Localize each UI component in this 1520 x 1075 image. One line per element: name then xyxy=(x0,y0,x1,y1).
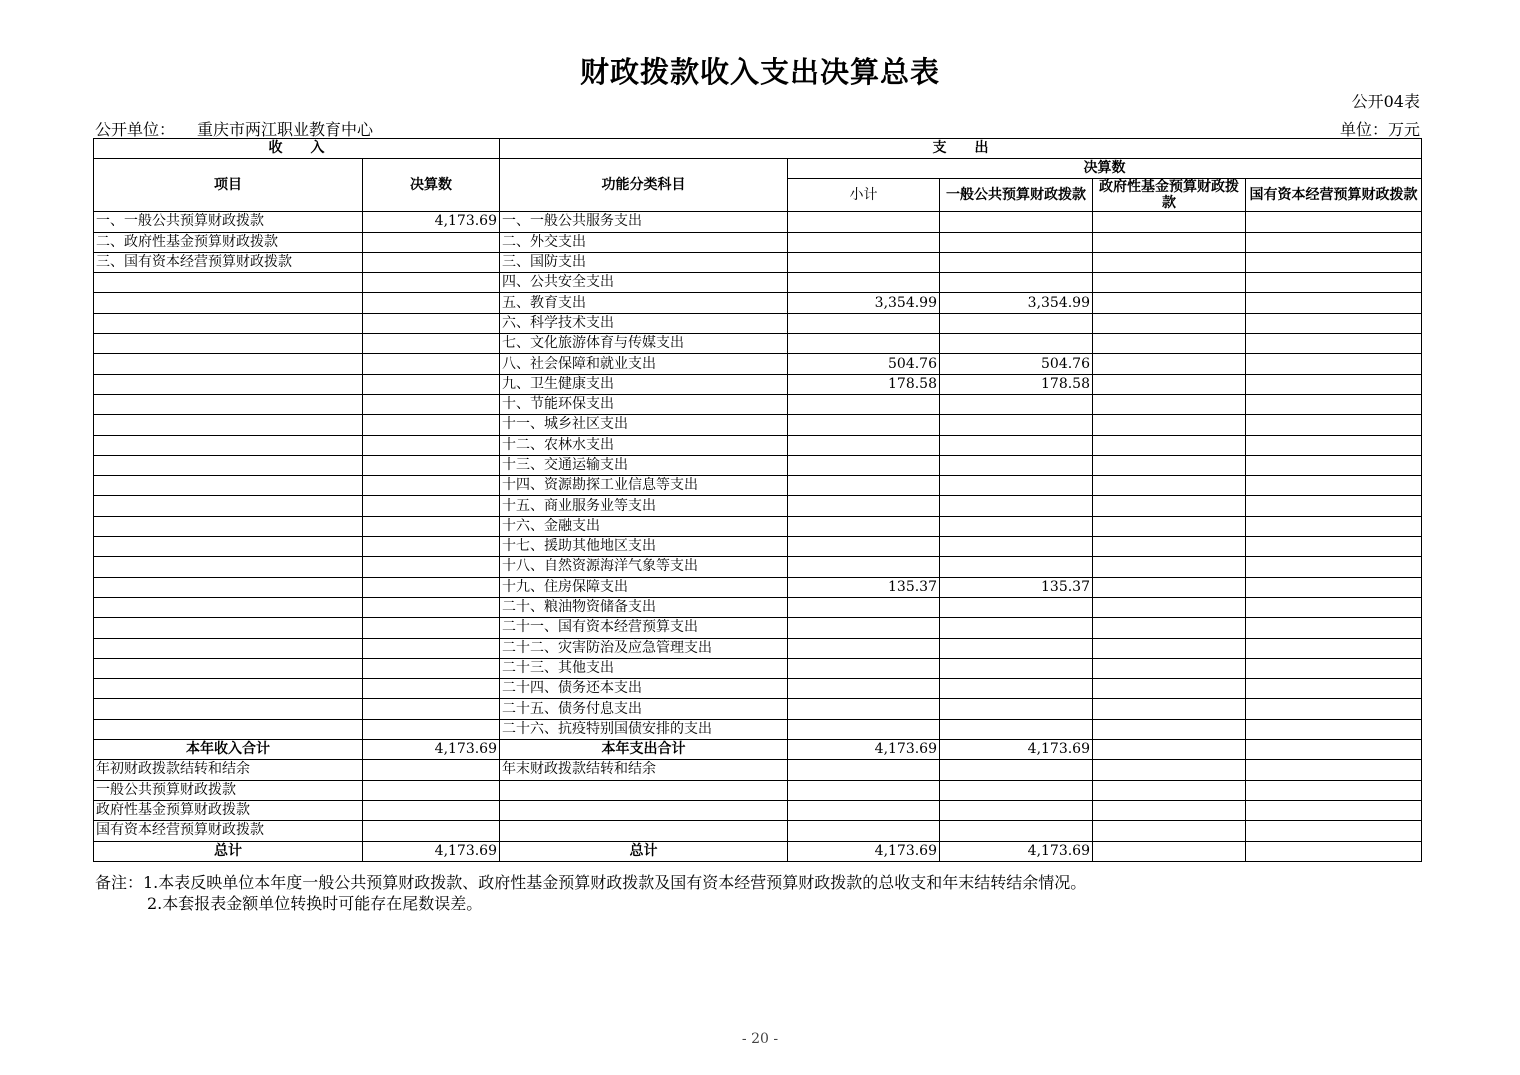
general-cell xyxy=(940,232,1093,252)
table-row xyxy=(94,394,1422,414)
amount-cell xyxy=(363,354,500,374)
table-row xyxy=(94,597,1422,617)
func-cell: 三、国防支出 xyxy=(500,252,788,272)
gov-fund-cell xyxy=(1093,699,1246,719)
gov-fund-cell xyxy=(1093,212,1246,232)
item-cell xyxy=(94,273,363,293)
gov-fund-cell xyxy=(1093,232,1246,252)
func-cell: 年末财政拨款结转和结余 xyxy=(500,760,788,780)
item-cell xyxy=(94,415,363,435)
subtotal-cell xyxy=(788,394,940,414)
general-cell xyxy=(940,618,1093,638)
func-cell: 二十一、国有资本经营预算支出 xyxy=(500,618,788,638)
gov-fund-cell xyxy=(1093,313,1246,333)
note-2: 2.本套报表金额单位转换时可能存在尾数误差。 xyxy=(147,894,483,913)
func-cell xyxy=(500,800,788,820)
subtotal-cell xyxy=(788,760,940,780)
item-cell xyxy=(94,719,363,739)
item-header: 项目 xyxy=(94,159,363,212)
item-cell: 一般公共预算财政拨款 xyxy=(94,780,363,800)
general-cell: 3,354.99 xyxy=(940,293,1093,313)
gov-fund-cell xyxy=(1093,435,1246,455)
func-cell: 四、公共安全支出 xyxy=(500,273,788,293)
general-cell: 504.76 xyxy=(940,354,1093,374)
func-cell: 十二、农林水支出 xyxy=(500,435,788,455)
soe-cell xyxy=(1246,516,1422,536)
header-row-2 xyxy=(94,159,1422,179)
subtotal-cell xyxy=(788,476,940,496)
func-cell: 二、外交支出 xyxy=(500,232,788,252)
func-cell xyxy=(500,821,788,841)
gov-fund-cell xyxy=(1093,841,1246,861)
gov-fund-cell xyxy=(1093,354,1246,374)
unit-line xyxy=(95,117,1420,137)
item-cell: 总计 xyxy=(94,841,363,861)
form-number: 公开04表 xyxy=(1351,92,1420,111)
gov-fund-cell xyxy=(1093,740,1246,760)
subtotal-cell xyxy=(788,597,940,617)
general-cell xyxy=(940,435,1093,455)
subtotal-cell xyxy=(788,212,940,232)
table-row xyxy=(94,679,1422,699)
general-cell: 4,173.69 xyxy=(940,740,1093,760)
func-header: 功能分类科目 xyxy=(500,159,788,212)
func-cell: 二十三、其他支出 xyxy=(500,658,788,678)
subtotal-cell xyxy=(788,415,940,435)
gov-fund-cell xyxy=(1093,821,1246,841)
soe-cell xyxy=(1246,293,1422,313)
gov-fund-cell xyxy=(1093,516,1246,536)
func-cell: 十六、金融支出 xyxy=(500,516,788,536)
general-cell xyxy=(940,334,1093,354)
table-row xyxy=(94,415,1422,435)
page-number: - 20 - xyxy=(741,1031,779,1047)
general-cell xyxy=(940,679,1093,699)
amount-cell xyxy=(363,679,500,699)
page-title: 财政拨款收入支出决算总表 xyxy=(579,55,940,89)
subtotal-cell xyxy=(788,273,940,293)
general-header: 一般公共预算财政拨款 xyxy=(940,179,1093,212)
table-row xyxy=(94,435,1422,455)
soe-cell xyxy=(1246,658,1422,678)
subtotal-cell xyxy=(788,699,940,719)
func-cell: 一、一般公共服务支出 xyxy=(500,212,788,232)
carry-row xyxy=(94,760,1422,780)
subtotal-cell xyxy=(788,800,940,820)
table-row xyxy=(94,476,1422,496)
amount-cell xyxy=(363,597,500,617)
subtotal-cell: 4,173.69 xyxy=(788,841,940,861)
subtotal-cell xyxy=(788,232,940,252)
func-cell: 二十二、灾害防治及应急管理支出 xyxy=(500,638,788,658)
notes xyxy=(95,872,1086,914)
table-row xyxy=(94,232,1422,252)
func-cell: 十四、资源勘探工业信息等支出 xyxy=(500,476,788,496)
table-row xyxy=(94,313,1422,333)
general-cell xyxy=(940,760,1093,780)
general-cell xyxy=(940,800,1093,820)
amount-cell xyxy=(363,374,500,394)
item-cell xyxy=(94,354,363,374)
gov-fund-cell xyxy=(1093,638,1246,658)
soe-cell xyxy=(1246,273,1422,293)
func-cell: 本年支出合计 xyxy=(500,740,788,760)
gov-fund-cell xyxy=(1093,780,1246,800)
table-row xyxy=(94,537,1422,557)
general-cell xyxy=(940,212,1093,232)
subtotal-cell xyxy=(788,252,940,272)
amount-cell xyxy=(363,476,500,496)
soe-cell xyxy=(1246,394,1422,414)
amount-cell xyxy=(363,638,500,658)
header-row-1 xyxy=(94,139,1422,159)
general-cell xyxy=(940,719,1093,739)
table-row xyxy=(94,212,1422,232)
table-row xyxy=(94,618,1422,638)
amount-cell xyxy=(363,557,500,577)
soe-cell xyxy=(1246,252,1422,272)
func-cell: 十、节能环保支出 xyxy=(500,394,788,414)
amount-cell xyxy=(363,293,500,313)
subtotal-cell: 4,173.69 xyxy=(788,740,940,760)
subtotal-cell xyxy=(788,435,940,455)
func-cell: 二十四、债务还本支出 xyxy=(500,679,788,699)
func-cell: 八、社会保障和就业支出 xyxy=(500,354,788,374)
gov-fund-cell xyxy=(1093,374,1246,394)
general-cell xyxy=(940,273,1093,293)
item-cell: 一、一般公共预算财政拨款 xyxy=(94,212,363,232)
final-header: 决算数 xyxy=(788,159,1422,179)
func-cell: 十七、援助其他地区支出 xyxy=(500,537,788,557)
finance-table xyxy=(93,138,1422,862)
subtotal-cell xyxy=(788,455,940,475)
gov-fund-cell xyxy=(1093,496,1246,516)
subtotal-cell xyxy=(788,334,940,354)
table-row xyxy=(94,658,1422,678)
expense-header: 支 出 xyxy=(500,139,1422,159)
amount-cell xyxy=(363,252,500,272)
amount-cell xyxy=(363,719,500,739)
item-cell: 年初财政拨款结转和结余 xyxy=(94,760,363,780)
subtotal-cell xyxy=(788,516,940,536)
soe-cell xyxy=(1246,455,1422,475)
item-cell: 国有资本经营预算财政拨款 xyxy=(94,821,363,841)
func-cell: 十九、住房保障支出 xyxy=(500,577,788,597)
subtotal-cell xyxy=(788,557,940,577)
amount-cell xyxy=(363,699,500,719)
soe-header: 国有资本经营预算财政拨款 xyxy=(1246,179,1422,212)
gov-fund-cell xyxy=(1093,679,1246,699)
func-cell: 十一、城乡社区支出 xyxy=(500,415,788,435)
amount-cell xyxy=(363,273,500,293)
gov-fund-cell xyxy=(1093,334,1246,354)
amount-cell xyxy=(363,821,500,841)
table-row xyxy=(94,577,1422,597)
general-cell xyxy=(940,537,1093,557)
soe-cell xyxy=(1246,374,1422,394)
gov-fund-cell xyxy=(1093,577,1246,597)
soe-cell xyxy=(1246,313,1422,333)
table-row xyxy=(94,455,1422,475)
func-cell: 二十五、债务付息支出 xyxy=(500,699,788,719)
soe-cell xyxy=(1246,415,1422,435)
gov-fund-header: 政府性基金预算财政拨款 xyxy=(1093,179,1246,212)
soe-cell xyxy=(1246,537,1422,557)
general-cell: 4,173.69 xyxy=(940,841,1093,861)
func-cell: 十八、自然资源海洋气象等支出 xyxy=(500,557,788,577)
amount-cell xyxy=(363,537,500,557)
soe-cell xyxy=(1246,800,1422,820)
item-cell xyxy=(94,618,363,638)
soe-cell xyxy=(1246,699,1422,719)
soe-cell xyxy=(1246,577,1422,597)
item-cell xyxy=(94,658,363,678)
gov-fund-cell xyxy=(1093,719,1246,739)
general-cell xyxy=(940,821,1093,841)
subtotal-cell xyxy=(788,679,940,699)
gov-fund-cell xyxy=(1093,252,1246,272)
soe-cell xyxy=(1246,597,1422,617)
unit-label: 单位：万元 xyxy=(1339,120,1420,139)
item-cell: 二、政府性基金预算财政拨款 xyxy=(94,232,363,252)
item-cell xyxy=(94,455,363,475)
soe-cell xyxy=(1246,476,1422,496)
func-cell: 十五、商业服务业等支出 xyxy=(500,496,788,516)
general-cell xyxy=(940,699,1093,719)
amount-cell xyxy=(363,800,500,820)
soe-cell xyxy=(1246,354,1422,374)
subtotal-cell: 178.58 xyxy=(788,374,940,394)
subtotal-cell: 504.76 xyxy=(788,354,940,374)
amount-cell: 4,173.69 xyxy=(363,212,500,232)
subtotal-cell xyxy=(788,821,940,841)
amount-cell xyxy=(363,658,500,678)
item-cell xyxy=(94,638,363,658)
item-cell xyxy=(94,394,363,414)
soe-cell xyxy=(1246,821,1422,841)
subtotal-cell xyxy=(788,780,940,800)
soe-cell xyxy=(1246,232,1422,252)
general-cell: 178.58 xyxy=(940,374,1093,394)
soe-cell xyxy=(1246,557,1422,577)
general-cell xyxy=(940,638,1093,658)
amount-cell xyxy=(363,232,500,252)
subtotal-cell xyxy=(788,638,940,658)
item-cell xyxy=(94,374,363,394)
item-cell xyxy=(94,557,363,577)
general-cell xyxy=(940,252,1093,272)
gov-fund-cell xyxy=(1093,455,1246,475)
gov-fund-cell xyxy=(1093,415,1246,435)
general-cell xyxy=(940,455,1093,475)
org-label: 公开单位： xyxy=(95,120,176,139)
amount-cell xyxy=(363,780,500,800)
item-cell xyxy=(94,435,363,455)
item-cell xyxy=(94,597,363,617)
totals-row xyxy=(94,740,1422,760)
soe-cell xyxy=(1246,496,1422,516)
gov-fund-cell xyxy=(1093,597,1246,617)
item-cell xyxy=(94,699,363,719)
gov-fund-cell xyxy=(1093,293,1246,313)
subtotal-cell xyxy=(788,719,940,739)
func-cell: 十三、交通运输支出 xyxy=(500,455,788,475)
soe-cell xyxy=(1246,435,1422,455)
general-cell xyxy=(940,516,1093,536)
amount-cell xyxy=(363,415,500,435)
soe-cell xyxy=(1246,740,1422,760)
func-cell: 六、科学技术支出 xyxy=(500,313,788,333)
func-cell: 九、卫生健康支出 xyxy=(500,374,788,394)
amount-cell xyxy=(363,334,500,354)
item-cell xyxy=(94,516,363,536)
subtotal-cell xyxy=(788,658,940,678)
table-row xyxy=(94,354,1422,374)
soe-cell xyxy=(1246,334,1422,354)
table-row xyxy=(94,334,1422,354)
general-cell xyxy=(940,597,1093,617)
amount-cell xyxy=(363,313,500,333)
income-header: 收 入 xyxy=(94,139,500,159)
item-cell xyxy=(94,679,363,699)
gov-fund-cell xyxy=(1093,800,1246,820)
amount-cell: 4,173.69 xyxy=(363,740,500,760)
subtotal-cell xyxy=(788,313,940,333)
item-cell: 三、国有资本经营预算财政拨款 xyxy=(94,252,363,272)
subtotal-cell xyxy=(788,537,940,557)
gov-fund-cell xyxy=(1093,658,1246,678)
soe-cell xyxy=(1246,212,1422,232)
soe-cell xyxy=(1246,760,1422,780)
carry-row xyxy=(94,800,1422,820)
soe-cell xyxy=(1246,679,1422,699)
table-row xyxy=(94,374,1422,394)
general-cell xyxy=(940,313,1093,333)
item-cell xyxy=(94,577,363,597)
amount-cell xyxy=(363,760,500,780)
amount-cell xyxy=(363,577,500,597)
gov-fund-cell xyxy=(1093,537,1246,557)
item-cell xyxy=(94,334,363,354)
table-row xyxy=(94,293,1422,313)
soe-cell xyxy=(1246,780,1422,800)
subtotal-cell xyxy=(788,618,940,638)
gov-fund-cell xyxy=(1093,476,1246,496)
subtotal-cell: 3,354.99 xyxy=(788,293,940,313)
item-cell: 本年收入合计 xyxy=(94,740,363,760)
amount-cell xyxy=(363,618,500,638)
general-cell xyxy=(940,658,1093,678)
soe-cell xyxy=(1246,841,1422,861)
subtotal-cell xyxy=(788,496,940,516)
amount-cell xyxy=(363,496,500,516)
grand-row xyxy=(94,841,1422,861)
table-row xyxy=(94,496,1422,516)
carry-row xyxy=(94,780,1422,800)
soe-cell xyxy=(1246,638,1422,658)
subtotal-cell: 135.37 xyxy=(788,577,940,597)
general-cell xyxy=(940,476,1093,496)
item-cell: 政府性基金预算财政拨款 xyxy=(94,800,363,820)
org-name: 重庆市两江职业教育中心 xyxy=(197,120,374,139)
general-cell xyxy=(940,557,1093,577)
func-cell: 五、教育支出 xyxy=(500,293,788,313)
gov-fund-cell xyxy=(1093,557,1246,577)
func-cell: 七、文化旅游体育与传媒支出 xyxy=(500,334,788,354)
carry-row xyxy=(94,821,1422,841)
general-cell: 135.37 xyxy=(940,577,1093,597)
item-cell xyxy=(94,537,363,557)
soe-cell xyxy=(1246,618,1422,638)
table-row xyxy=(94,699,1422,719)
gov-fund-cell xyxy=(1093,760,1246,780)
item-cell xyxy=(94,293,363,313)
soe-cell xyxy=(1246,719,1422,739)
amount-cell: 4,173.69 xyxy=(363,841,500,861)
table-row xyxy=(94,252,1422,272)
general-cell xyxy=(940,415,1093,435)
gov-fund-cell xyxy=(1093,394,1246,414)
func-cell: 二十六、抗疫特别国债安排的支出 xyxy=(500,719,788,739)
general-cell xyxy=(940,780,1093,800)
item-cell xyxy=(94,313,363,333)
general-cell xyxy=(940,394,1093,414)
func-cell: 二十、粮油物资储备支出 xyxy=(500,597,788,617)
gov-fund-cell xyxy=(1093,618,1246,638)
func-cell xyxy=(500,780,788,800)
subtotal-header: 小计 xyxy=(788,179,940,212)
table-row xyxy=(94,273,1422,293)
table-row xyxy=(94,719,1422,739)
note-1: 备注：1.本表反映单位本年度一般公共预算财政拨款、政府性基金预算财政拨款及国有资本经营预算财政拨款的总收支和年末结转结余情况。 xyxy=(95,873,1087,892)
table-row xyxy=(94,638,1422,658)
amount-cell xyxy=(363,455,500,475)
func-cell: 总计 xyxy=(500,841,788,861)
amount-cell xyxy=(363,516,500,536)
general-cell xyxy=(940,496,1093,516)
amount-cell xyxy=(363,435,500,455)
amount-header: 决算数 xyxy=(363,159,500,212)
amount-cell xyxy=(363,394,500,414)
item-cell xyxy=(94,496,363,516)
table-row xyxy=(94,516,1422,536)
table-row xyxy=(94,557,1422,577)
item-cell xyxy=(94,476,363,496)
gov-fund-cell xyxy=(1093,273,1246,293)
